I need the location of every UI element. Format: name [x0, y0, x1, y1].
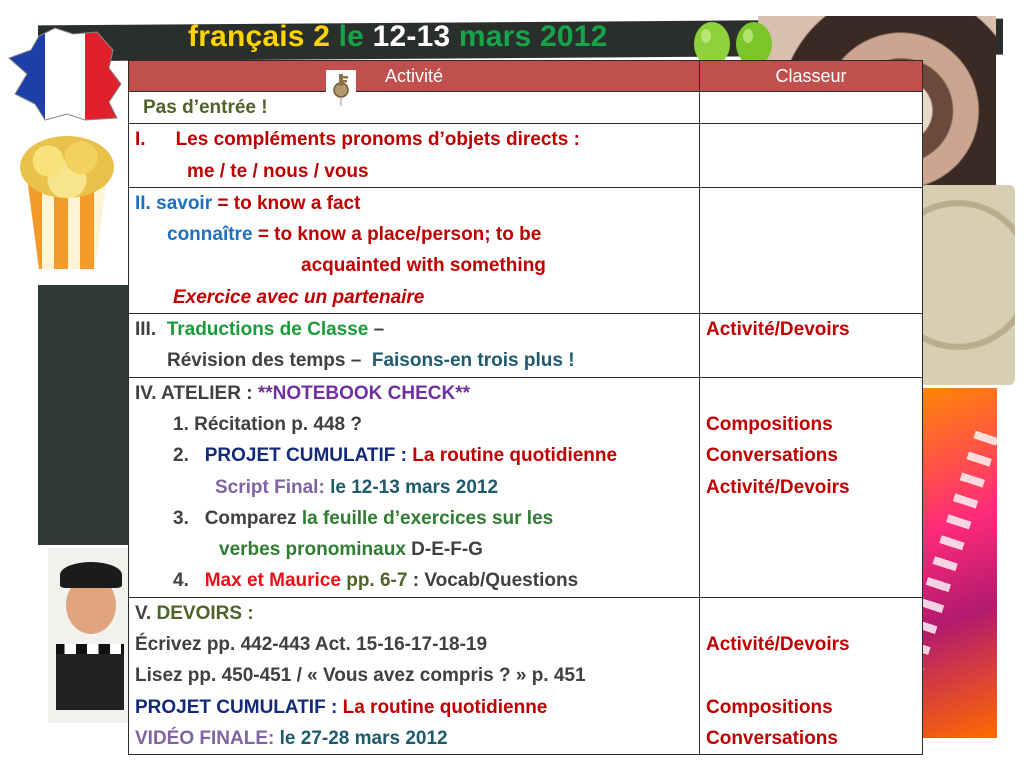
activity-line: Script Final: le 12-13 mars 2012 [215, 476, 499, 498]
classeur-cell [700, 92, 923, 124]
popcorn-icon [18, 130, 116, 270]
table-row [129, 597, 923, 754]
activity-line: 4. Max et Maurice pp. 6-7 : Vocab/Questions [173, 570, 579, 592]
classeur-line: Activité/Devoirs [706, 476, 850, 498]
classeur-line: Compositions [706, 696, 833, 718]
activity-line: III. Traductions de Classe – [135, 319, 385, 341]
activity-line: VIDÉO FINALE: le 27-28 mars 2012 [135, 727, 448, 749]
activity-cell [129, 92, 700, 124]
classeur-cell [700, 124, 923, 188]
france-map-icon [5, 24, 125, 124]
activity-cell [129, 124, 700, 188]
activity-line: Écrivez pp. 442-443 Act. 15-16-17-18-19 [135, 634, 488, 656]
activity-line: V. DEVOIRS : [135, 602, 254, 624]
table-row [129, 124, 923, 188]
activity-line: Exercice avec un partenaire [173, 286, 425, 308]
header-activite: Activité [129, 61, 700, 92]
classeur-cell [700, 187, 923, 313]
activity-line: 1. Récitation p. 448 ? [173, 413, 362, 435]
activity-line: 3. Comparez la feuille d’exercices sur les [173, 507, 554, 529]
classeur-cell [700, 377, 923, 597]
activity-line: me / te / nous / vous [187, 160, 369, 182]
activity-line: Pas d’entrée ! [143, 97, 268, 118]
table-row [129, 377, 923, 597]
activity-line: Lisez pp. 450-451 / « Vous avez compris ? » p. 451 [135, 665, 586, 687]
table-row [129, 187, 923, 313]
classeur-line: Activité/Devoirs [706, 634, 850, 656]
classeur-line: Compositions [706, 413, 833, 435]
activity-line: 2. PROJET CUMULATIF : La routine quotidienne [173, 445, 618, 467]
activity-cell [129, 597, 700, 754]
activity-line: verbes pronominaux D-E-F-G [219, 539, 483, 561]
activity-line: PROJET CUMULATIF : La routine quotidienne [135, 696, 548, 718]
classeur-cell [700, 597, 923, 754]
title-le: le [338, 20, 365, 53]
left-dark-panel [38, 285, 130, 545]
classeur-line: Conversations [706, 445, 838, 467]
page-title [188, 20, 708, 60]
key-icon [326, 70, 356, 108]
activity-line: II. savoir = to know a fact [135, 192, 361, 214]
activity-line: IV. ATELIER : **NOTEBOOK CHECK** [135, 382, 471, 404]
table-row [129, 92, 923, 124]
vitruvian-man-icon [920, 185, 1015, 385]
classeur-line: Conversations [706, 727, 838, 749]
table-row [129, 314, 923, 378]
activity-line: Révision des temps – Faisons-en trois plus ! [167, 350, 575, 372]
activity-cell [129, 314, 700, 378]
director-clapper-icon [48, 548, 130, 723]
activity-line: I. Les compléments pronoms d’objets directs : [135, 129, 580, 151]
table-header-row [129, 61, 923, 92]
activity-line: connaître = to know a place/person; to be [167, 224, 542, 246]
classeur-line: Activité/Devoirs [706, 319, 850, 341]
activity-cell [129, 377, 700, 597]
agenda-table [128, 60, 923, 755]
title-month: mars 2012 [458, 20, 608, 53]
activity-line: acquainted with something [301, 255, 546, 277]
header-classeur: Classeur [700, 61, 923, 92]
title-dates: 12-13 [372, 20, 451, 53]
classeur-cell [700, 314, 923, 378]
activity-cell [129, 187, 700, 313]
title-course: français 2 [188, 20, 331, 53]
